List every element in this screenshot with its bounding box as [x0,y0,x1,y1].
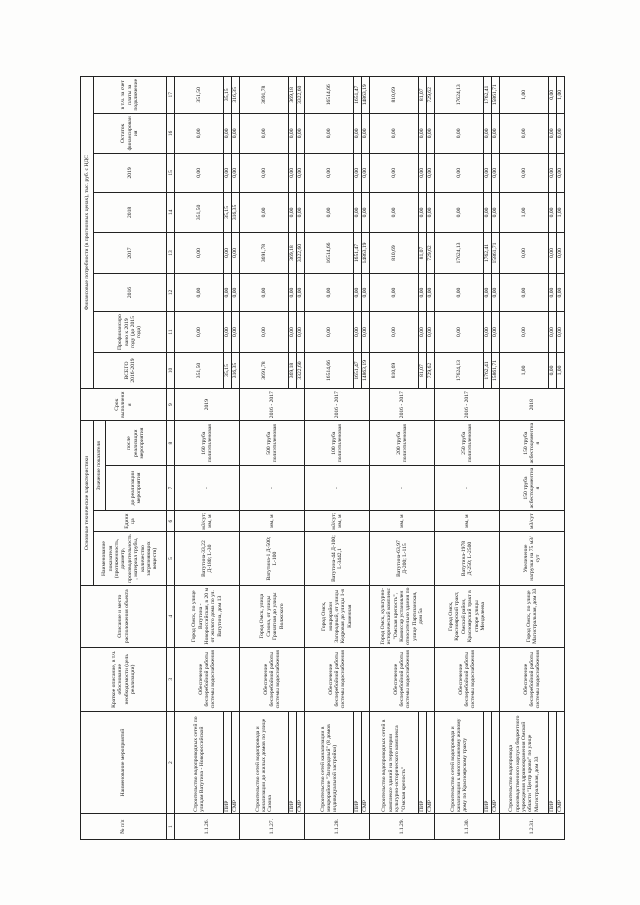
subrow-finance-y2016: 0,00 [484,273,492,311]
subrow-finance-total: 1651,47 [354,352,362,388]
table-header [81,77,175,840]
project-name: Строительство сетей канализации в микрорайоне "Загородный" (8 домов индивидуальной застройки) [305,711,354,814]
subrow-finance-y2018: 0,00 [484,192,492,233]
subrow-finance-y2019: 0,00 [289,154,297,192]
finance-spent: 0,00 [240,312,289,353]
subrow-finance-rest: 0,00 [492,113,500,154]
subrow-finance-rest: 0,00 [427,113,435,154]
header-values-group: Значение показателя [94,421,106,511]
finance-y2017: 0,00 [500,233,549,274]
project-parameter: Ватутина-33,22 Д-180; L-30 [175,532,240,585]
column-number: 15 [167,154,175,192]
finance-debt: 351,50 [175,77,224,114]
subrow-finance-y2017: 729,62 [427,233,435,274]
project-term: 2016 - 2017 [240,389,305,421]
finance-y2019: 0,00 [370,154,419,192]
subrow-label: ПИР [354,711,362,814]
finance-total: 1,00 [500,352,549,388]
value-before: - [240,466,305,511]
value-after: 100 труба полиэтиленовая [305,421,370,466]
subrow-finance-y2017: 0,00 [232,233,240,274]
column-number: 5 [167,532,175,585]
finance-y2018: 351,50 [175,192,224,233]
subrow-finance-y2018: 316,35 [232,192,240,233]
table-row [240,77,289,840]
column-number: 14 [167,192,175,233]
table-row [370,77,419,840]
subrow-finance-total: 1,00 [557,352,565,388]
finance-total: 16514,66 [305,352,354,388]
row-number: 1.1.27. [240,814,305,840]
finance-debt: 3691,78 [240,77,289,114]
subrow-finance-rest: 0,00 [354,113,362,154]
header-before: до реализации мероприятия [106,466,167,511]
header-year-2019: 2019 [94,154,167,192]
header-term: Срок выполнения [81,389,167,421]
header-year-2017: 2017 [94,233,167,274]
finance-total: 810,69 [370,352,419,388]
subrow-finance-debt: 369,18 [289,77,297,114]
subrow-finance-y2018: 0,00 [362,192,370,233]
row-number: 1.1.26. [175,814,240,840]
subrow-finance-y2018: 1,00 [557,192,565,233]
finance-y2019: 0,00 [175,154,224,192]
subrow-finance-rest: 0,00 [557,113,565,154]
subrow-finance-y2018: 0,00 [354,192,362,233]
subrow-finance-spent: 0,00 [289,312,297,353]
finance-total: 3691,78 [240,352,289,388]
subrow-finance-y2018: 0,00 [492,192,500,233]
value-after: 500 труба полиэтиленовая [240,421,305,466]
subrow-finance-rest: 0,00 [224,113,232,154]
finance-y2018: 0,00 [240,192,289,233]
table-row [435,77,484,840]
subrow-finance-spent: 0,00 [419,312,427,353]
value-before: - [175,466,240,511]
subrow-finance-debt: 1651,47 [354,77,362,114]
finance-debt: 16514,66 [305,77,354,114]
subrow-finance-y2016: 0,00 [549,273,557,311]
value-after: 160 труба полиэтиленовая [175,421,240,466]
column-number: 12 [167,273,175,311]
subrow-label: СМР [492,711,500,814]
finance-y2016: 0,00 [500,273,549,311]
finance-y2018: 1,00 [500,192,549,233]
project-name: Строительство сетей водопровода и канализации к многоэтажному жилому дому по Красноярскому тракту [435,711,484,814]
project-description: Обеспечение бесперебойной работы системы водоснабжения [240,647,305,711]
subrow-finance-debt: 14863,19 [362,77,370,114]
column-number-row [167,77,175,840]
value-after: 150 труба асбестоцементная [500,421,565,466]
subrow-finance-spent: 0,00 [427,312,435,353]
project-term: 2019 [175,389,240,421]
project-term: 2016 - 2017 [370,389,435,421]
subrow-finance-y2017: 0,00 [224,233,232,274]
header-finance-group: Финансовые потребности (в прогнозных ценах), тыс. руб. с НДС [81,77,94,389]
project-unit: м3/сут; мм, м [305,510,370,531]
subrow-finance-rest: 0,00 [419,113,427,154]
subrow-label: ПИР [549,711,557,814]
header-year-2018: 2018 [94,192,167,233]
project-term: 2016 - 2017 [435,389,500,421]
finance-debt: 810,69 [370,77,419,114]
project-location: Город Омск, микрорайон Загородный, от улицы Кедровая до улицы 1-я Каменная [305,585,370,647]
subrow-finance-y2018: 0,00 [289,192,297,233]
subrow-label: СМР [232,711,240,814]
value-before: - [435,466,500,511]
subrow-finance-y2016: 0,00 [232,273,240,311]
subrow-finance-total: 729,62 [427,352,435,388]
subrow-finance-debt: 1,00 [557,77,565,114]
column-number: 1 [167,814,175,840]
subrow-finance-total: 15861,71 [492,352,500,388]
finance-y2017: 0,00 [175,233,224,274]
project-location: Город Омск, по улице Магистральная, дом 33 [500,585,565,647]
project-unit: мм, м [240,510,305,531]
subrow-finance-debt: 35,15 [224,77,232,114]
subrow-finance-y2017: 81,07 [419,233,427,274]
column-number: 3 [167,647,175,711]
project-term: 2018 [500,389,565,421]
subrow-finance-total: 81,07 [419,352,427,388]
subrow-finance-y2017: 0,00 [557,233,565,274]
finance-y2018: 0,00 [370,192,419,233]
finance-rest: 0,00 [435,113,484,154]
subrow-finance-debt: 1762,41 [484,77,492,114]
finance-y2018: 0,00 [435,192,484,233]
column-number: 6 [167,510,175,531]
subrow-finance-y2017: 3322,60 [297,233,305,274]
project-unit: мм, м [435,510,500,531]
subrow-finance-debt: 15861,71 [492,77,500,114]
value-before: - [370,466,435,511]
finance-rest: 0,00 [305,113,354,154]
subrow-finance-y2018: 0,00 [297,192,305,233]
project-unit: мм, м [370,510,435,531]
finance-total: 17624,13 [435,352,484,388]
column-number: 4 [167,585,175,647]
header-num: № п/п [81,814,167,840]
subrow-finance-spent: 0,00 [557,312,565,353]
subrow-finance-y2016: 0,00 [289,273,297,311]
subrow-label: ПИР [289,711,297,814]
column-number: 16 [167,113,175,154]
row-number: 1.1.29. [370,814,435,840]
header-unit: Единица [94,510,167,531]
column-number: 7 [167,466,175,511]
project-name: Строительство сетей водопровода и канализации до жилых домов по улице Сазона [240,711,289,814]
subrow-finance-y2019: 0,00 [427,154,435,192]
value-after: 250 труба полиэтиленовая [435,421,500,466]
finance-y2016: 0,00 [240,273,289,311]
subrow-finance-spent: 0,00 [362,312,370,353]
subrow-label: ПИР [419,711,427,814]
value-after: 200 труба полиэтиленовая [370,421,435,466]
subrow-label: ПИР [224,711,232,814]
header-year-2016: 2016 [94,273,167,311]
row-number: 1.2.31. [500,814,565,840]
subrow-finance-spent: 0,00 [549,312,557,353]
subrow-finance-rest: 0,00 [232,113,240,154]
subrow-finance-y2017: 1651,47 [354,233,362,274]
column-number: 9 [167,389,175,421]
finance-rest: 0,00 [500,113,549,154]
subrow-finance-y2019: 0,00 [419,154,427,192]
subrow-finance-debt: 729,62 [427,77,435,114]
finance-y2019: 0,00 [305,154,354,192]
subrow-finance-y2016: 0,00 [427,273,435,311]
project-unit: м3/сут; мм, м [175,510,240,531]
header-connection-fee: в т.ч. за счет платы за подключение [94,77,167,114]
finance-debt: 17624,13 [435,77,484,114]
table-row [305,77,354,840]
subrow-finance-spent: 0,00 [297,312,305,353]
subrow-finance-spent: 0,00 [232,312,240,353]
finance-spent: 0,00 [500,312,549,353]
subrow-label: СМР [557,711,565,814]
subrow-finance-y2016: 0,00 [297,273,305,311]
project-location: Город Омск, по улице Ватутина - Новороссийская, в 20 м от жилого дома по ул. Ватутина, дом 13 [175,585,240,647]
subrow-finance-rest: 0,00 [549,113,557,154]
header-tech-group: Основные технические характеристики [81,421,94,586]
column-number: 17 [167,77,175,114]
value-before: - [305,466,370,511]
finance-y2016: 0,00 [305,273,354,311]
finance-y2016: 0,00 [435,273,484,311]
subrow-finance-y2016: 0,00 [557,273,565,311]
project-parameter: Ватутина-1978 Д-250; L-2500 [435,532,500,585]
subrow-finance-debt: 316,35 [232,77,240,114]
subrow-label: СМР [362,711,370,814]
project-name: Строительство водопровода производственного корпуса бюджетного учреждения здравоохранения Омской области "Центр крови" по улице Магистральная, дом 33 [500,711,549,814]
subrow-finance-rest: 0,00 [362,113,370,154]
project-parameter: Ватутина-1 Д-500; L-100 [240,532,305,585]
project-description: Обеспечение бесперебойной работы системы водоснабжения [305,647,370,711]
table-row [175,77,224,840]
subrow-finance-y2019: 0,00 [354,154,362,192]
investment-program-table [80,76,565,840]
project-location: Город Омск, улица Сазона, от улицы Гранатная до улицы Волжского [240,585,305,647]
finance-y2017: 3691,78 [240,233,289,274]
finance-y2019: 0,00 [500,154,549,192]
value-before: 150 труба асбестоцементная [500,466,565,511]
subrow-finance-debt: 81,07 [419,77,427,114]
subrow-finance-total: 35,15 [224,352,232,388]
project-location: Город Омск, культурно-исторический комплекс "Омская крепость", Комиссар установлен относительно здания по улице Партизанская, дом 5а [370,585,435,647]
subrow-finance-y2018: 35,15 [224,192,232,233]
header-after: после реализации мероприятия [106,421,167,466]
subrow-finance-y2019: 0,00 [492,154,500,192]
subrow-finance-y2019: 0,00 [232,154,240,192]
column-number: 13 [167,233,175,274]
subrow-finance-total: 3322,60 [297,352,305,388]
project-name: Строительство водопроводных сетей по улицам Ватутина - Новороссийской [175,711,224,814]
column-number: 10 [167,352,175,388]
subrow-finance-y2017: 369,18 [289,233,297,274]
subrow-finance-y2018: 0,00 [419,192,427,233]
project-description: Обеспечение бесперебойной работы системы водоснабжения [175,647,240,711]
subrow-finance-y2016: 0,00 [419,273,427,311]
table-body [175,77,565,840]
project-description: Обеспечение бесперебойной работы системы водоснабжения [370,647,435,711]
subrow-finance-spent: 0,00 [484,312,492,353]
subrow-finance-total: 1762,41 [484,352,492,388]
column-number: 11 [167,312,175,353]
column-number: 2 [167,711,175,814]
subrow-finance-y2016: 0,00 [492,273,500,311]
subrow-finance-rest: 0,00 [484,113,492,154]
finance-y2019: 0,00 [435,154,484,192]
column-number: 8 [167,421,175,466]
subrow-finance-y2018: 0,00 [427,192,435,233]
project-name: Строительство водопроводных сетей в комплексе зданий на территории культурно-исторического комплекса "Омская крепость" [370,711,419,814]
finance-rest: 0,00 [370,113,419,154]
subrow-finance-y2017: 1762,41 [484,233,492,274]
finance-rest: 0,00 [240,113,289,154]
header-total: ВСЕГО 2016-2019 [94,352,167,388]
header-spent: Профинансировано к 2019 году (до 2015 года) [94,312,167,353]
project-location: Город Омск, Красноярский тракт, Омский район, Красноярский тракт в створе улицы Менделеева [435,585,500,647]
finance-spent: 0,00 [175,312,224,353]
subrow-finance-y2019: 0,00 [224,154,232,192]
finance-y2017: 810,69 [370,233,419,274]
finance-y2016: 0,00 [370,273,419,311]
finance-y2017: 17624,13 [435,233,484,274]
subrow-finance-debt: 3322,60 [297,77,305,114]
header-param: Наименование показателя (протяженность, диаметр, производительность, материал трубы, количество загрязняющих веществ) [94,532,167,585]
subrow-finance-total: 369,18 [289,352,297,388]
subrow-finance-y2019: 0,00 [549,154,557,192]
project-parameter: Ватутина-44 Д-100; L-3442,1 [305,532,370,585]
subrow-finance-y2019: 0,00 [297,154,305,192]
finance-debt: 1,00 [500,77,549,114]
header-name: Наименование мероприятий [81,711,167,814]
subrow-finance-y2019: 0,00 [557,154,565,192]
subrow-finance-y2016: 0,00 [362,273,370,311]
project-parameter: Увеличение нагрузки на 75 м3/сут [500,532,565,585]
subrow-finance-total: 14863,19 [362,352,370,388]
subrow-label: СМР [297,711,305,814]
subrow-finance-total: 0,00 [549,352,557,388]
subrow-finance-y2017: 14863,19 [362,233,370,274]
project-unit: м3/сут [500,510,565,531]
subrow-finance-y2016: 0,00 [354,273,362,311]
finance-y2019: 0,00 [240,154,289,192]
subrow-finance-y2017: 15861,71 [492,233,500,274]
project-description: Обеспечение бесперебойной работы системы водоснабжения [500,647,565,711]
subrow-label: ПИР [484,711,492,814]
subrow-finance-y2017: 0,00 [549,233,557,274]
project-parameter: Ватутина-63,97 Д-200; L-115 [370,532,435,585]
project-description: Обеспечение бесперебойной работы системы водоснабжения [435,647,500,711]
finance-spent: 0,00 [435,312,484,353]
row-number: 1.1.30. [435,814,500,840]
header-description: Краткое описание, в т.ч. обоснование необходимости (цель реализации) [81,647,167,711]
finance-y2018: 0,00 [305,192,354,233]
rotated-table-container [80,76,604,840]
row-number: 1.1.28. [305,814,370,840]
subrow-finance-spent: 0,00 [354,312,362,353]
subrow-finance-y2016: 0,00 [224,273,232,311]
subrow-finance-y2019: 0,00 [484,154,492,192]
finance-spent: 0,00 [305,312,354,353]
finance-y2017: 16514,66 [305,233,354,274]
subrow-finance-debt: 0,00 [549,77,557,114]
subrow-label: СМР [427,711,435,814]
subrow-finance-rest: 0,00 [289,113,297,154]
finance-rest: 0,00 [175,113,224,154]
project-term: 2016 - 2017 [305,389,370,421]
finance-y2016: 0,00 [175,273,224,311]
finance-total: 351,50 [175,352,224,388]
header-rest: Остаток финансирования [94,113,167,154]
subrow-finance-spent: 0,00 [224,312,232,353]
subrow-finance-y2018: 0,00 [549,192,557,233]
subrow-finance-y2019: 0,00 [362,154,370,192]
finance-spent: 0,00 [370,312,419,353]
header-location: Описание и место расположения объекта [81,585,167,647]
table-row [500,77,549,840]
subrow-finance-rest: 0,00 [297,113,305,154]
subrow-finance-spent: 0,00 [492,312,500,353]
subrow-finance-total: 316,35 [232,352,240,388]
